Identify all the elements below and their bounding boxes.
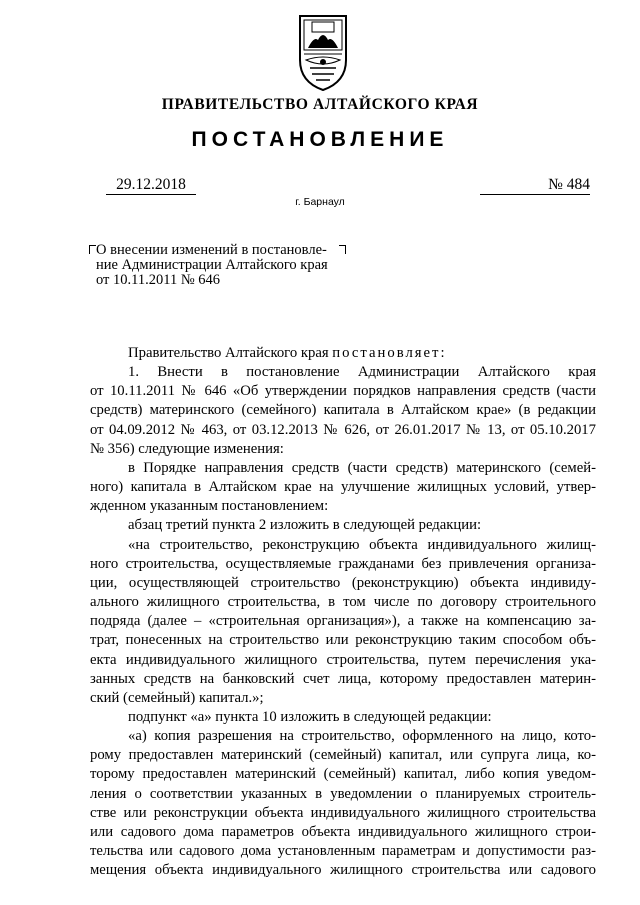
body-line: екта индивидуального жилищного строительства, путем перечисления ука-: [90, 651, 596, 668]
body-line: жденном указанным постановлением:: [90, 498, 329, 515]
body-line: «на строительство, реконструкцию объекта индивидуального жилищ-: [128, 536, 596, 553]
body-line: от 10.11.2011 № 646 «Об утверждении порядков направления средств (части: [90, 383, 596, 400]
body-line: средств) материнского (семейного) капитала в Алтайском крае» (в редакции: [90, 402, 596, 419]
subject-line: ние Администрации Алтайского края: [96, 257, 328, 273]
body-line: 1. Внести в постановление Администрации Алтайского края: [128, 364, 596, 381]
body-line: рому предоставлен материнский (семейный) капитал, или супруга лица, ко-: [90, 747, 596, 764]
subject-bracket-left: [89, 245, 96, 254]
body-line: ного) капитала в Алтайском крае на улучшение жилищных условий, утвер-: [90, 479, 596, 496]
coat-of-arms-icon: [292, 10, 354, 92]
body-line: ального жилищного строительства, в том числе по договору строительного: [90, 594, 596, 611]
body-line: от 04.09.2012 № 463, от 03.12.2013 № 626, от 26.01.2017 № 13, от 05.10.2017: [90, 421, 596, 438]
body-line: мещения объекта индивидуального жилищного строительства или садового: [90, 862, 596, 879]
document-city: г. Барнаул: [295, 196, 345, 208]
document-body: [90, 344, 596, 880]
body-intro: Правительство Алтайского края постановляет:: [128, 345, 445, 361]
body-line: подряда (далее – «строительная организация»), а также на компенсацию за-: [90, 613, 596, 630]
subject-line: О внесении изменений в постановле-: [96, 242, 327, 258]
subject-line: от 10.11.2011 № 646: [96, 272, 221, 288]
document-type: ПОСТАНОВЛЕНИЕ: [191, 128, 449, 151]
body-line: ного строительства, осуществляемые гражданами без привлечения организа-: [90, 555, 596, 572]
body-line: абзац третий пункта 2 изложить в следующей редакции:: [128, 517, 482, 534]
body-line: «а) копия разрешения на строительство, оформленного на лицо, кото-: [128, 728, 596, 745]
body-line: ления о соответствии указанных в уведомлении о планируемых строитель-: [90, 785, 596, 802]
organization-title: ПРАВИТЕЛЬСТВО АЛТАЙСКОГО КРАЯ: [161, 96, 479, 113]
document-subject: [96, 243, 328, 288]
body-line: или садового дома параметров объекта индивидуального жилищного строи-: [90, 823, 596, 840]
body-line: торому предоставлен материнский (семейный) капитал, либо копия уведом-: [90, 766, 596, 783]
subject-bracket-right: [339, 245, 346, 254]
body-line: ции, осуществляющей строительство (реконструкцию) объекта индивиду-: [90, 574, 596, 591]
body-line: в Порядке направления средств (части средств) материнского (семей-: [128, 459, 596, 476]
document-number: № 484: [480, 176, 590, 195]
body-line: подпункт «а» пункта 10 изложить в следующей редакции:: [128, 708, 492, 725]
body-line: занных средств на банковский счет лица, которому предоставлен материн-: [90, 670, 596, 687]
document-date: 29.12.2018: [106, 176, 196, 195]
body-line: тельства или садового дома установленным параметрам и допустимости раз-: [90, 843, 596, 860]
body-line: стве или реконструкции объекта индивидуального жилищного строительства: [90, 804, 596, 821]
body-line: № 356) следующие изменения:: [90, 440, 284, 457]
body-line: ский (семейный) капитал.»;: [90, 689, 264, 706]
body-line: трат, понесенных на строительство или реконструкцию таким способом объ-: [90, 632, 596, 649]
